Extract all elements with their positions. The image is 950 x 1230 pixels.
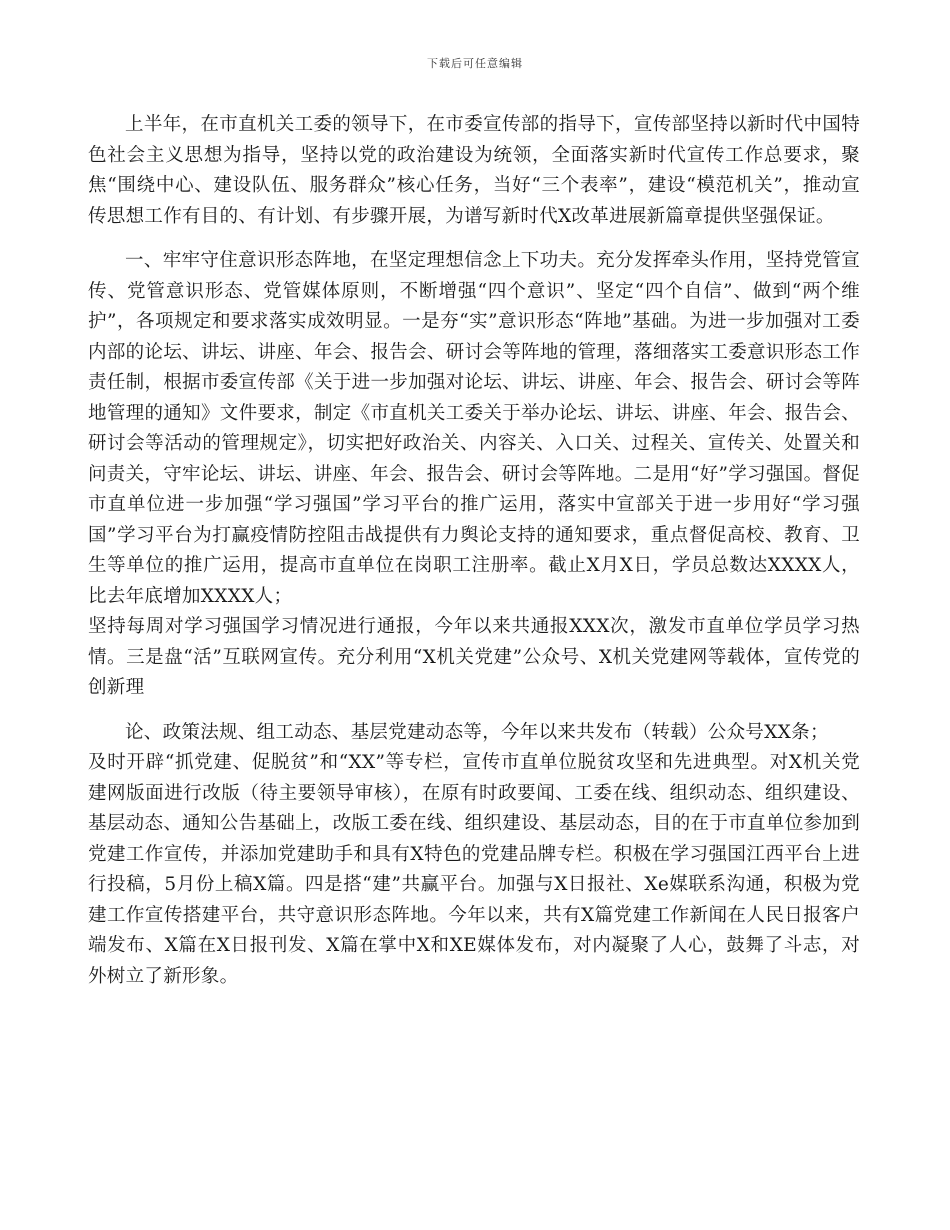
paragraph-columns: 及时开辟“抓党建、促脱贫”和“XX”等专栏，宣传市直单位脱贫攻坚和先进典型。对X机关党建网版面进行改版（待主要领导审核），在原有时政要闻、工委在线、组织动态、组织建设、基层动态、通知公告基础上，改版工委在线、组织建设、基层动态，目的在于市直单位参加到党建工作宣传，并添加党建助手和具有X特色的党建品牌专栏。积极在学习强国江西平台上进行投稿，5月份上稿X篇。四是搭“建”共赢平台。加强与X日报社、Xe媒联系沟通，积极为党建工作宣传搭建平台，共守意识形态阵地。今年以来，共有X篇党建工作新闻在人民日报客户端发布、X篇在X日报刊发、X篇在掌中X和XE媒体发布，对内凝聚了人心，鼓舞了斗志，对外树立了新形象。 [88,752,860,987]
paragraph-study-report: 坚持每周对学习强国学习情况进行通报，今年以来共通报XXX次，激发市直单位学员学习热情。三是盘“活”互联网宣传。充分利用“X机关党建”公众号、X机关党建网等载体，宣传党的创新理 [88,616,860,698]
page-header: 下载后可任意编辑 [427,57,523,70]
paragraph-intro: 上半年，在市直机关工委的领导下，在市委宣传部的指导下，宣传部坚持以新时代中国特色社会主义思想为指导，坚持以党的政治建设为统领，全面落实新时代宣传工作总要求，聚焦“围绕中心、建设队伍、服务群众”核心任务，当好“三个表率”，建设“模范机关”，推动宣传思想工作有目的、有计划、有步骤开展，为谱写新时代X改革进展新篇章提供坚强保证。 [88,114,860,227]
document-body [88,110,860,992]
paragraph-publishing: 论、政策法规、组工动态、基层党建动态等，今年以来共发布（转载）公众号XX条； [125,721,829,743]
paragraph-section-one: 一、牢牢守住意识形态阵地，在坚定理想信念上下功夫。充分发挥牵头作用，坚持党管宣传、党管意识形态、党管媒体原则，不断增强“四个意识”、坚定“四个自信”、做到“两个维护”，各项规定和要求落实成效明显。一是夯“实”意识形态“阵地”基础。为进一步加强对工委内部的论坛、讲坛、讲座、年会、报告会、研讨会等阵地的管理，落细落实工委意识形态工作责任制，根据市委宣传部《关于进一步加强对论坛、讲坛、讲座、年会、报告会、研讨会等阵地管理的通知》文件要求，制定《市直机关工委关于举办论坛、讲坛、讲座、年会、报告会、研讨会等活动的管理规定》，切实把好政治关、内容关、入口关、过程关、宣传关、处置关和问责关，守牢论坛、讲坛、讲座、年会、报告会、研讨会等阵地。二是用“好”学习强国。督促市直单位进一步加强“学习强国”学习平台的推广运用，落实中宣部关于进一步用好“学习强国”学习平台为打赢疫情防控阻击战提供有力舆论支持的通知要求，重点督促高校、教育、卫生等单位的推广运用，提高市直单位在岗职工注册率。截止X月X日，学员总数达XXXX人，比去年底增加XXXX人； [88,250,860,607]
